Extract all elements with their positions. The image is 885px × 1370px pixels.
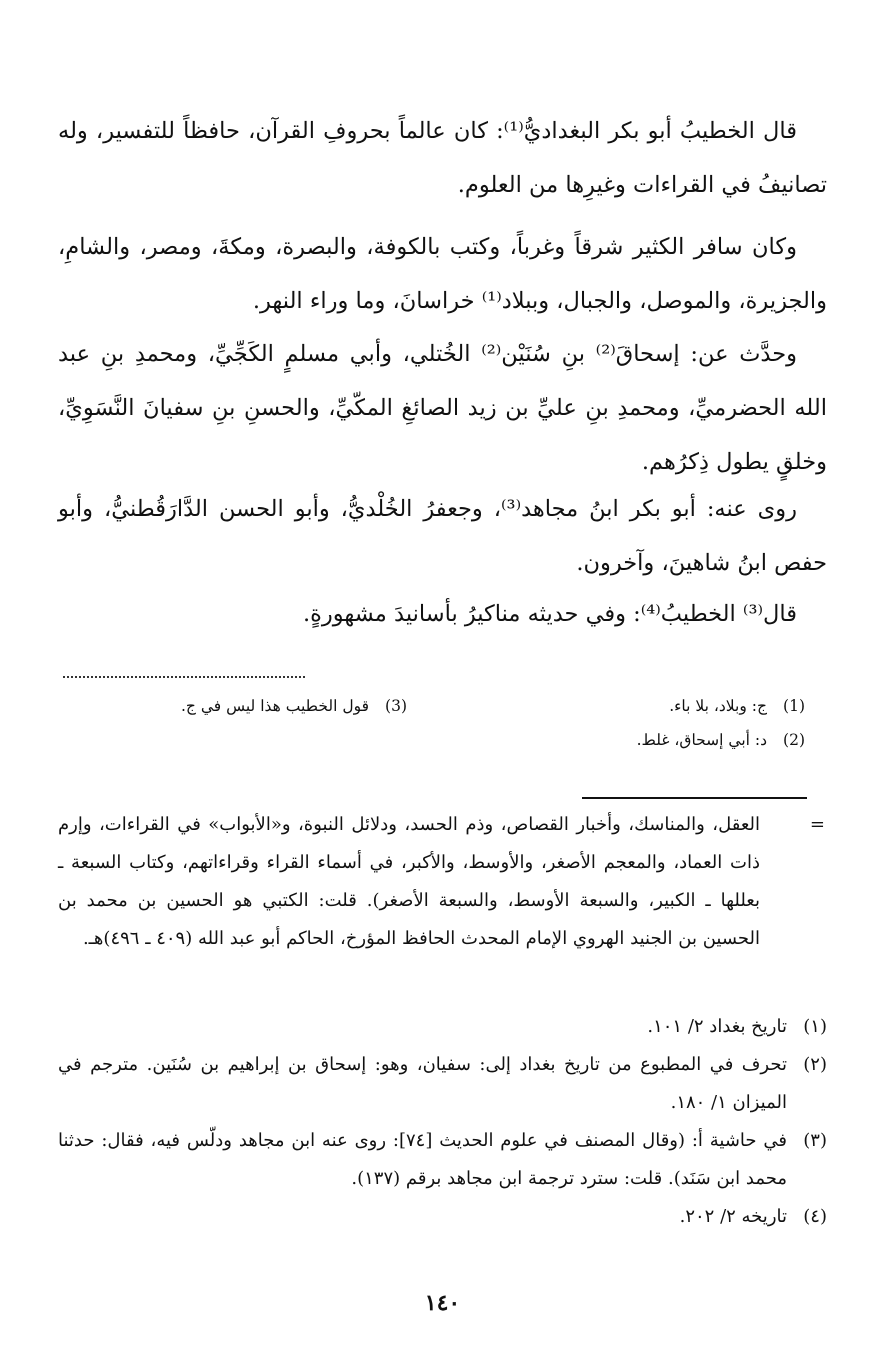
variant-note-text: ج: وبلاد، بلا باء. bbox=[669, 697, 767, 715]
body-paragraph-2: وكان سافر الكثير شرقاً وغرباً، وكتب بالكوفة، والبصرة، ومكةَ، ومصر، والشامِ، والجزيرة، والموصل، والجبال، وببلاد⁽¹⁾ خراسانَ، وما وراء النهر. bbox=[58, 234, 827, 314]
footnote-list bbox=[58, 1008, 827, 1236]
variant-note-number: (3) bbox=[385, 697, 407, 715]
variant-note-2 bbox=[637, 723, 805, 757]
variant-note-text: د: أبي إسحاق، غلط. bbox=[636, 731, 767, 749]
body-paragraph-1: قال الخطيبُ أبو بكر البغداديُّ⁽¹⁾: كان عالماً بحروفِ القرآن، حافظاً للتفسير، وله تصانيفُ في القراءات وغيرِها من العلوم. bbox=[58, 118, 827, 198]
footnote-continuation: العقل، والمناسك، وأخبار القصاص، وذم الحسد، ودلائل النبوة، و«الأبواب» في القراءات، وإرم ذات العماد، والمعجم الأصغر، والأوسط، والأكبر، في أسماء القراء وقراءاتهم، وكتاب السبعة ـ بعللها ـ الكبير، والسبعة الأوسط، والسبعة الأصغر). قلت: الكتبي هو الحسين بن محمد بن الحسين بن الجنيد الهروي الإمام المحدث الحافظ المؤرخ، الحاكم أبو عبد الله (٤٠٩ ـ ٤٩٦)هـ. bbox=[58, 814, 760, 949]
footnote-number: (١) bbox=[803, 1016, 827, 1037]
footnote-2 bbox=[58, 1046, 827, 1122]
footnote-3 bbox=[58, 1122, 827, 1198]
variant-note-3 bbox=[181, 689, 407, 723]
footnote-text: تاريخ بغداد ٢/ ١٠١. bbox=[647, 1016, 787, 1037]
footnote-number: (٤) bbox=[803, 1206, 827, 1227]
continuation-mark: = bbox=[809, 814, 825, 835]
footnote-number: (٣) bbox=[803, 1130, 827, 1151]
footnotes-separator bbox=[582, 797, 807, 799]
footnote-text: تاريخه ٢/ ٢٠٢. bbox=[679, 1206, 787, 1227]
variant-note-number: (2) bbox=[783, 731, 805, 749]
variant-note-1 bbox=[669, 689, 805, 723]
footnote-text: تحرف في المطبوع من تاريخ بغداد إلى: سفيان، وهو: إسحاق بن إبراهيم بن سُنَين. مترجم في الميزان ١/ ١٨٠. bbox=[58, 1054, 787, 1113]
footnote-4 bbox=[58, 1198, 827, 1236]
variant-notes-separator bbox=[63, 676, 305, 678]
body-paragraph-3: وحدَّث عن: إسحاقَ⁽²⁾ بنِ سُنَيْن⁽²⁾ الخُتلي، وأبي مسلمٍ الكَجِّيِّ، ومحمدِ بنِ عبد الله الحضرميِّ، ومحمدِ بنِ عليِّ بن زيد الصائغِ المكّيِّ، والحسنِ بنِ سفيانَ النَّسَوِيِّ، وخلقٍ يطول ذِكرُهم. bbox=[58, 341, 827, 475]
variant-note-number: (1) bbox=[783, 697, 805, 715]
page-number: ١٤٠ bbox=[424, 1290, 461, 1316]
variant-note-text: قول الخطيب هذا ليس في ج. bbox=[181, 697, 369, 715]
body-paragraph-4: روى عنه: أبو بكر ابنُ مجاهد⁽³⁾، وجعفرُ الخُلْديُّ، وأبو الحسن الدَّارَقُطنيُّ، وأبو حفص ابنُ شاهينَ، وآخرون. bbox=[58, 496, 827, 576]
body-paragraph-5: قال⁽³⁾ الخطيبُ⁽⁴⁾: وفي حديثه مناكيرُ بأسانيدَ مشهورةٍ. bbox=[302, 601, 797, 627]
footnote-text: في حاشية أ: (وقال المصنف في علوم الحديث [٧٤]: روى عنه ابن مجاهد ودلّس فيه، فقال: حدثنا محمد ابن سَنَد). قلت: سترد ترجمة ابن مجاهد برقم (١٣٧). bbox=[58, 1130, 787, 1189]
footnote-number: (٢) bbox=[803, 1054, 827, 1075]
footnote-1 bbox=[58, 1008, 827, 1046]
